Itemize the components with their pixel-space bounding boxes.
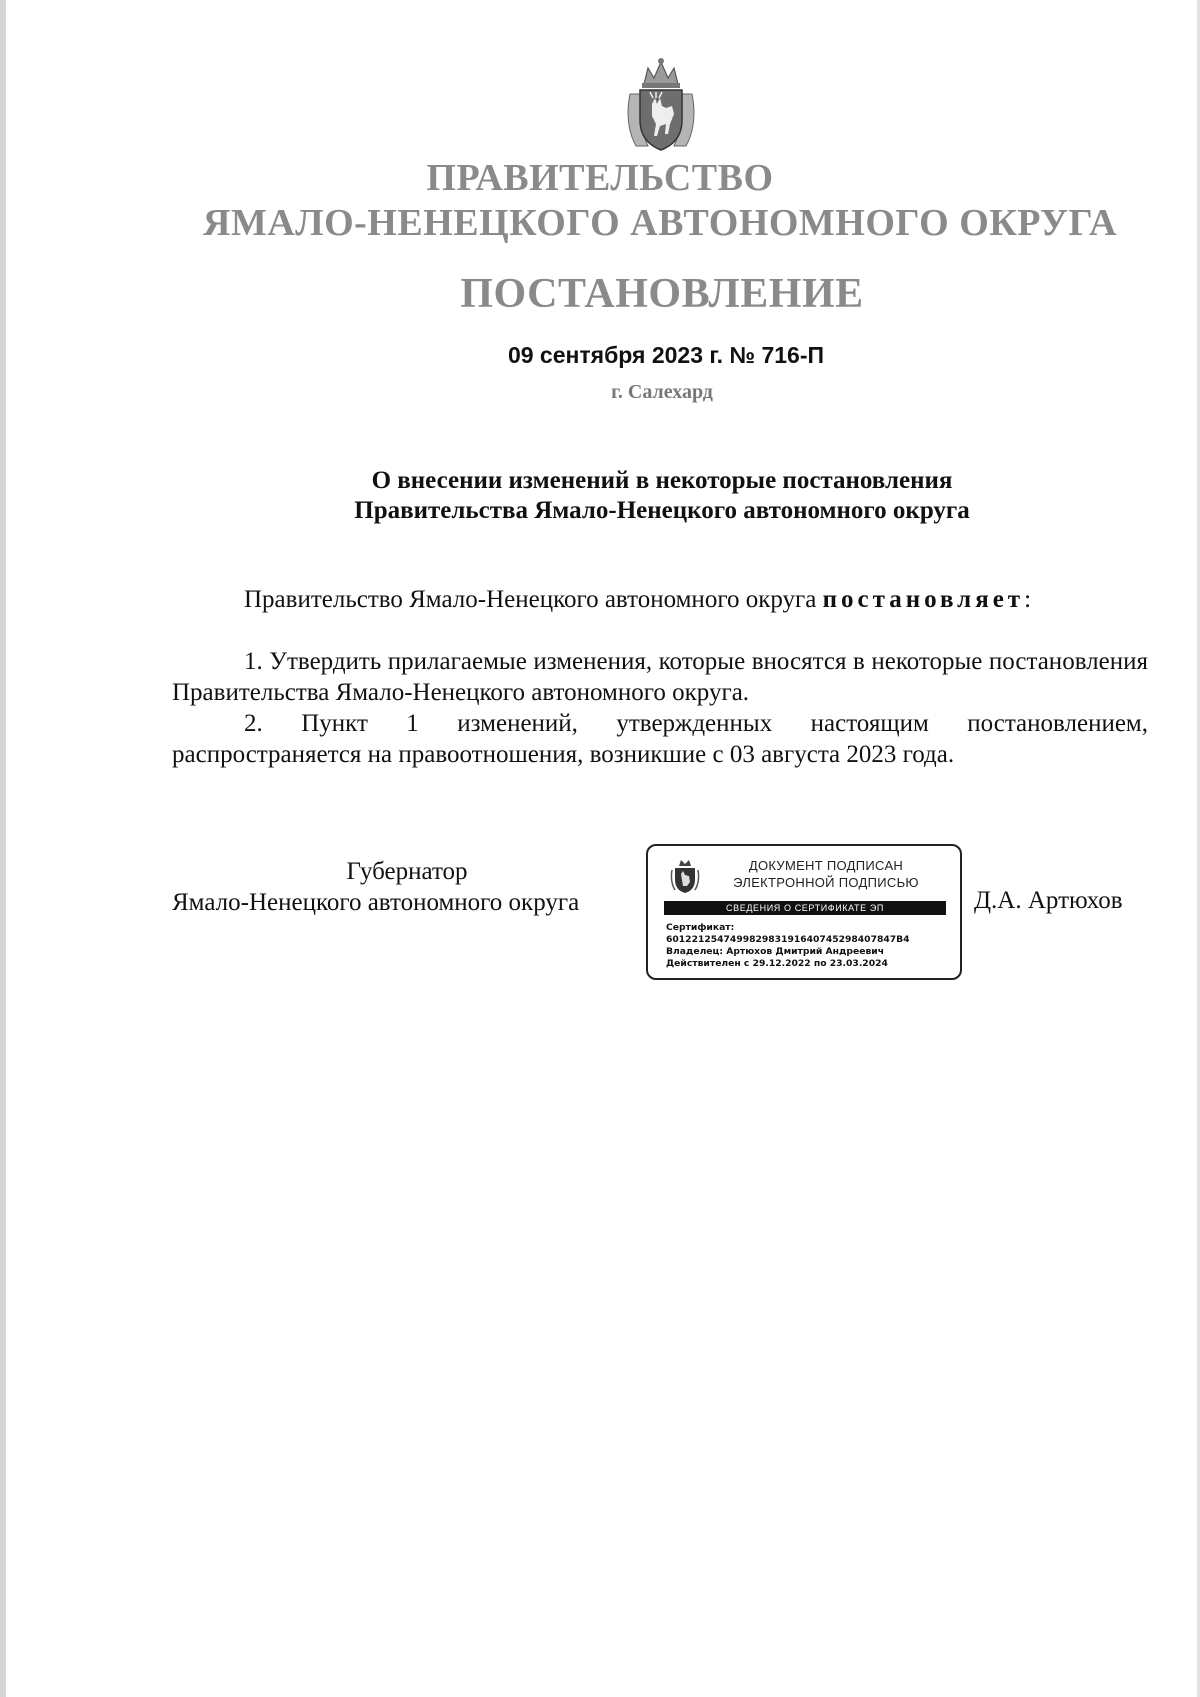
electronic-signature-stamp <box>646 844 962 980</box>
stamp-certificate-label: Сертификат: <box>666 922 735 933</box>
clause-1: 1. Утвердить прилагаемые изменения, которые вносятся в некоторые постановления Правительства Ямало-Ненецкого автономного округа. <box>172 648 1148 706</box>
signer-title-line-1: Губернатор <box>346 858 468 885</box>
organization-name-line-1: ПРАВИТЕЛЬСТВО <box>426 157 774 199</box>
stamp-certificate-bar: СВЕДЕНИЯ О СЕРТИФИКАТЕ ЭП <box>664 901 946 915</box>
signer-title-line-2: Ямало-Ненецкого автономного округа <box>172 889 580 916</box>
decree-clauses <box>172 646 1148 770</box>
clause-2: 2. Пункт 1 изменений, утвержденных настоящим постановлением, распространяется на правоотношения, возникшие с 03 августа 2023 года. <box>172 710 1148 768</box>
stamp-owner: Владелец: Артюхов Дмитрий Андреевич <box>666 946 885 957</box>
stamp-title-line-1: ДОКУМЕНТ ПОДПИСАН <box>748 858 904 873</box>
decree-intro <box>172 584 1148 615</box>
stamp-certificate-info <box>666 922 956 970</box>
intro-text: Правительство Ямало-Ненецкого автономного округа <box>244 586 823 613</box>
document-city: г. Салехард <box>611 381 713 403</box>
stamp-validity: Действителен с 29.12.2022 по 23.03.2024 <box>666 958 888 969</box>
signer-title <box>172 856 642 918</box>
stamp-title-line-2: ЭЛЕКТРОННОЙ ПОДПИСЬЮ <box>733 875 919 890</box>
subject-line-1: О внесении изменений в некоторые постановления <box>371 467 953 494</box>
stamp-emblem-icon <box>670 858 700 894</box>
stamp-certificate-id: 601221254749982983191640745298407847B4 <box>666 934 910 945</box>
organization-name-line-2: ЯМАЛО-НЕНЕЦКОГО АВТОНОМНОГО ОКРУГА <box>203 202 1117 244</box>
intro-decree-word: постановляет <box>822 586 1025 613</box>
subject-line-2: Правительства Ямало-Ненецкого автономного округа <box>354 497 970 524</box>
signer-name: Д.А. Артюхов <box>974 887 1123 914</box>
scan-left-edge <box>0 0 6 1697</box>
stamp-title <box>708 857 944 891</box>
intro-colon: : <box>1024 586 1032 613</box>
document-date-number: 09 сентября 2023 г. № 716-П <box>507 342 825 368</box>
document-type: ПОСТАНОВЛЕНИЕ <box>460 271 864 317</box>
document-subject <box>62 466 1200 526</box>
coat-of-arms-icon <box>622 54 700 154</box>
